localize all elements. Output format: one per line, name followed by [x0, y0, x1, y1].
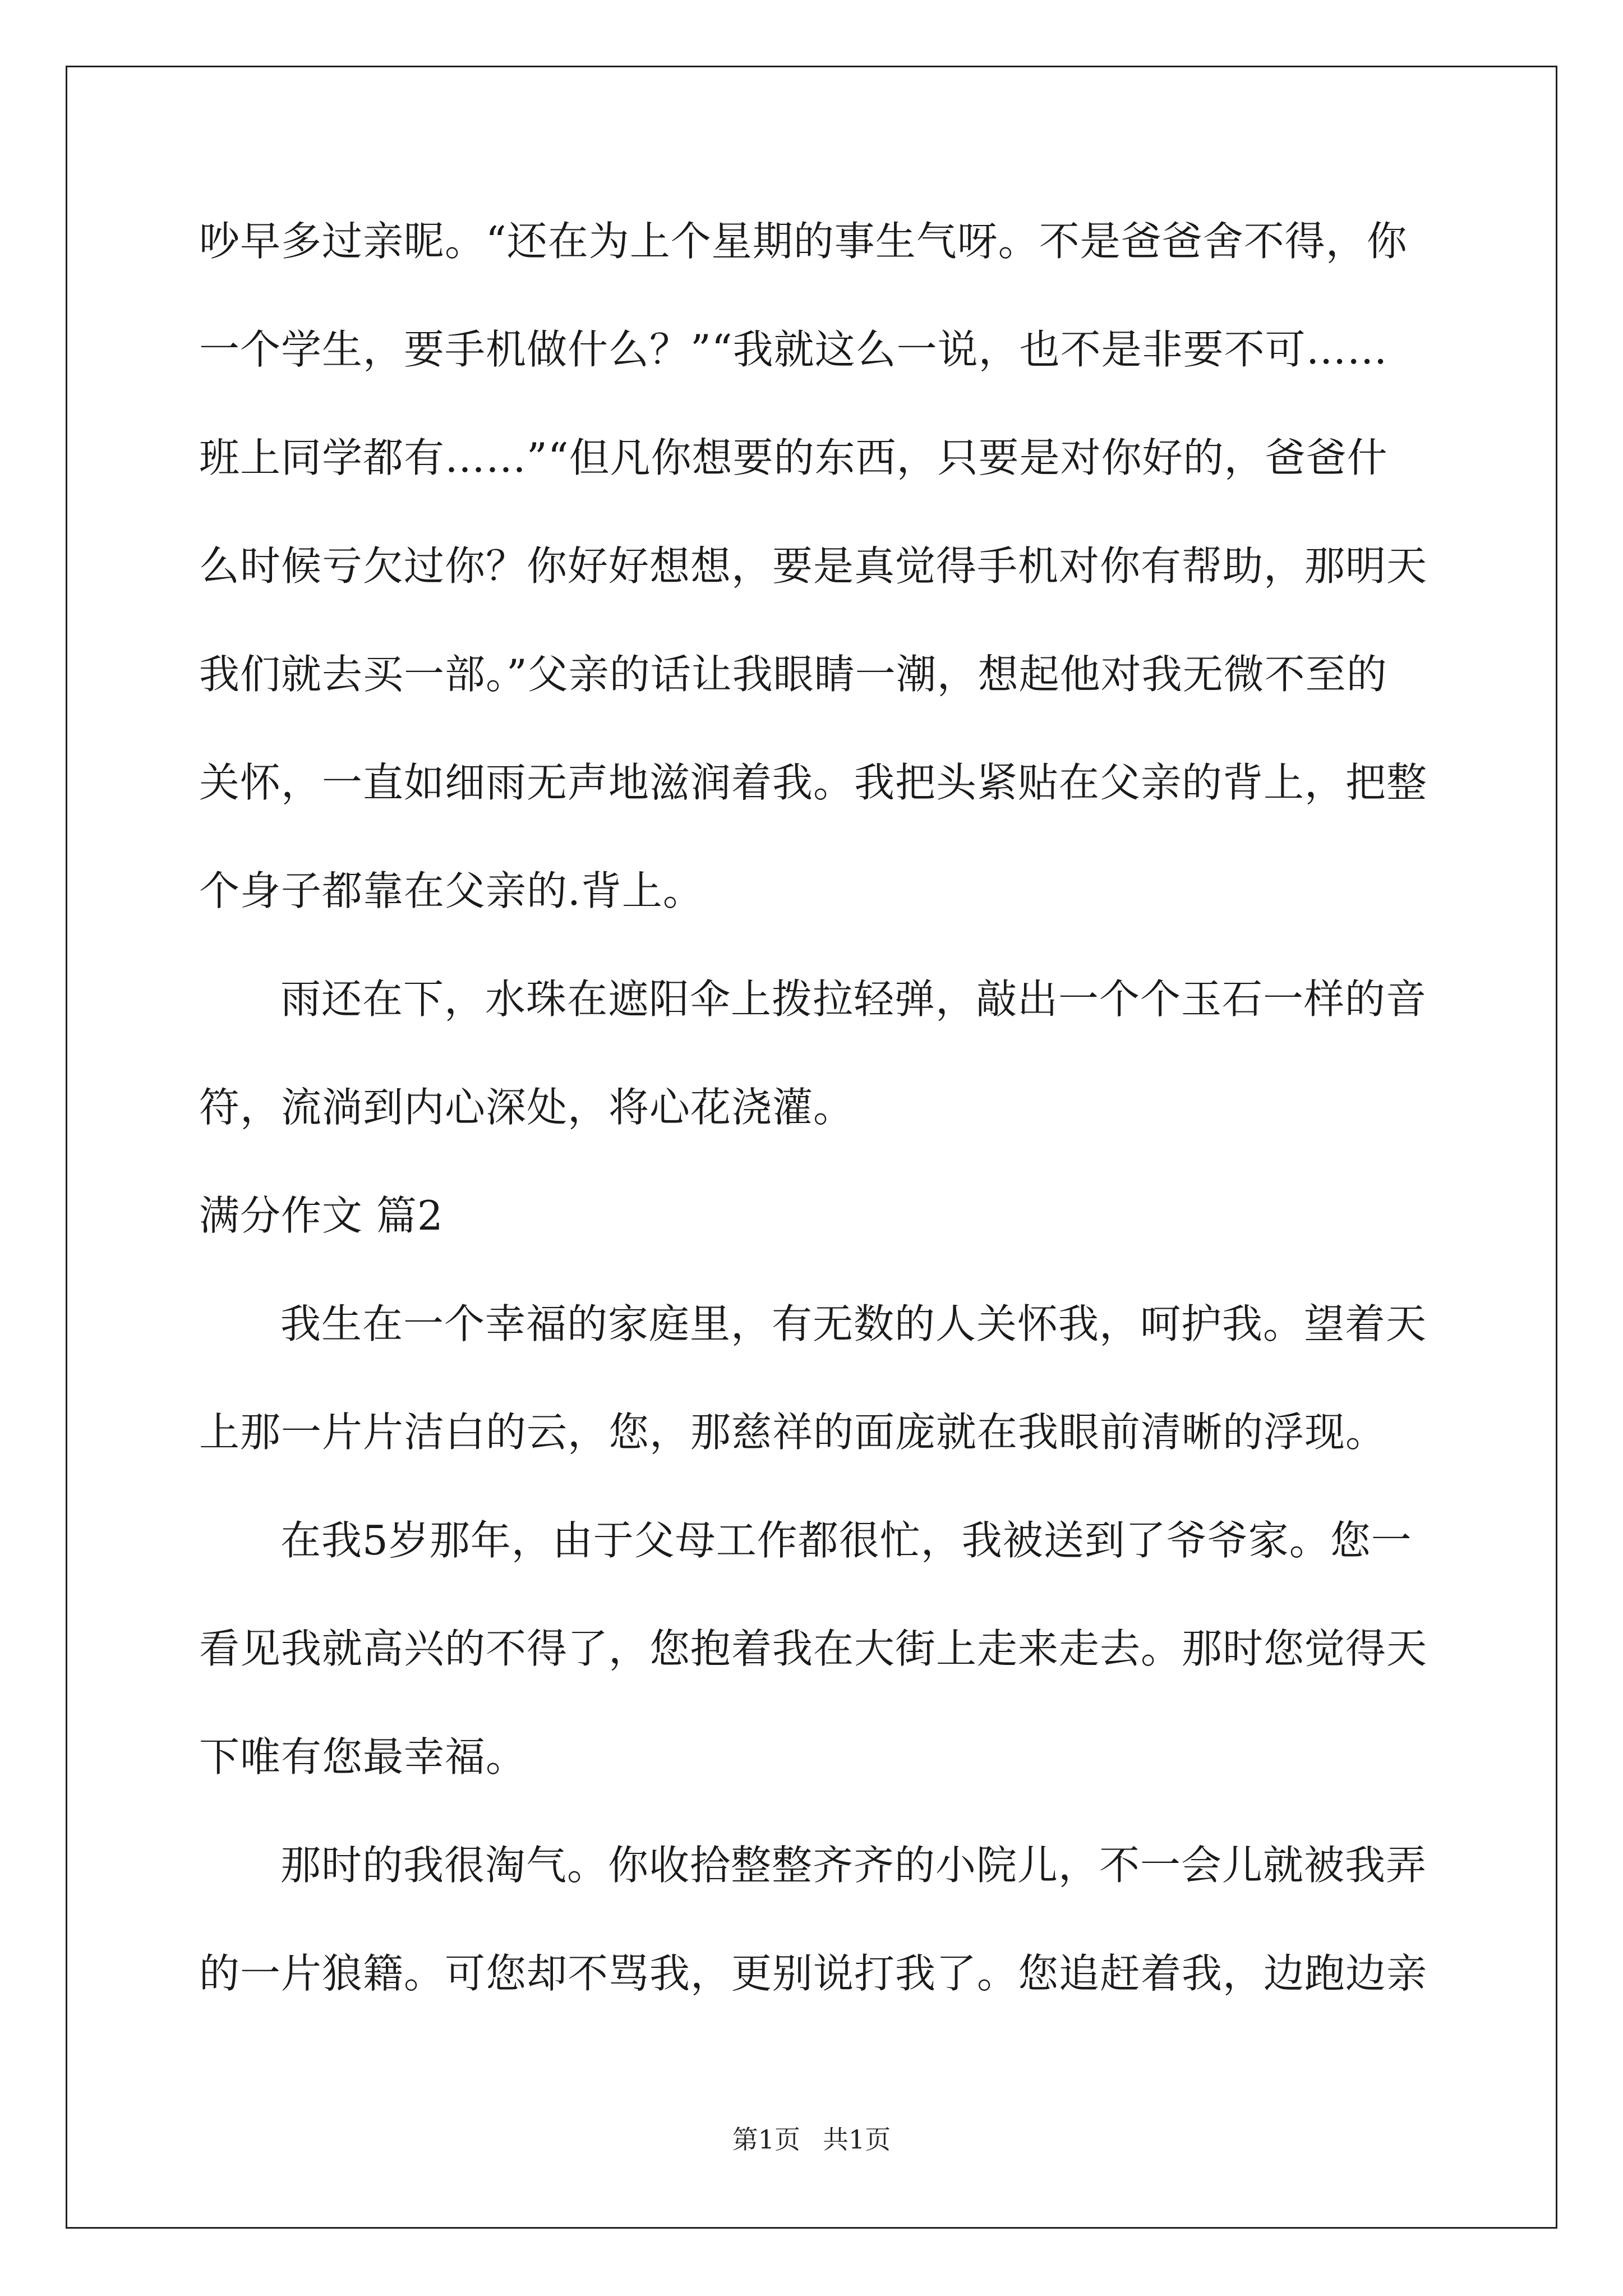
text-line: 一个学生，要手机做什么？”“我就这么一说，也不是非要不可……: [199, 326, 1388, 373]
text-line: 符，流淌到内心深处，将心花浇灌。: [199, 1084, 855, 1131]
text-line: 班上同学都有……”“但凡你想要的东西，只要是对你好的，爸爸什: [199, 434, 1388, 481]
text-line: 我生在一个幸福的家庭里，有无数的人关怀我，呵护我。望着天: [280, 1300, 1427, 1347]
text-line: 看见我就高兴的不得了，您抱着我在大街上走来走去。那时您觉得天: [199, 1625, 1428, 1672]
text-line: 雨还在下，水珠在遮阳伞上拨拉轻弹，敲出一个个玉石一样的音: [280, 976, 1427, 1023]
document-body: [199, 214, 1427, 2055]
text-line: 个身子都靠在父亲的.背上。: [199, 867, 704, 914]
text-line: 关怀，一直如细雨无声地滋润着我。我把头紧贴在父亲的背上，把整: [199, 759, 1428, 806]
text-line: 的一片狼籍。可您却不骂我，更别说打我了。您追赶着我，边跑边亲: [199, 1950, 1428, 1997]
text-line: 下唯有您最幸福。: [199, 1733, 527, 1780]
page-total: 共1页: [823, 2124, 891, 2155]
text-line: 么时候亏欠过你？你好好想想，要是真觉得手机对你有帮助，那明天: [199, 542, 1428, 590]
text-line: 上那一片片洁白的云，您，那慈祥的面庞就在我眼前清晰的浮现。: [199, 1409, 1387, 1456]
page-footer: [0, 2123, 1623, 2156]
text-line: 那时的我很淘气。你收拾整整齐齐的小院儿，不一会儿就被我弄: [280, 1842, 1427, 1889]
text-line: 吵早多过亲昵。“还在为上个星期的事生气呀。不是爸爸舍不得，你: [199, 218, 1408, 265]
page-number: 第1页: [732, 2124, 800, 2155]
text-line: 在我5岁那年，由于父母工作都很忙，我被送到了爷爷家。您一: [280, 1517, 1412, 1564]
text-line: 我们就去买一部。”父亲的话让我眼睛一潮，想起他对我无微不至的: [199, 651, 1387, 698]
section-heading: 满分作文 篇2: [199, 1192, 444, 1239]
